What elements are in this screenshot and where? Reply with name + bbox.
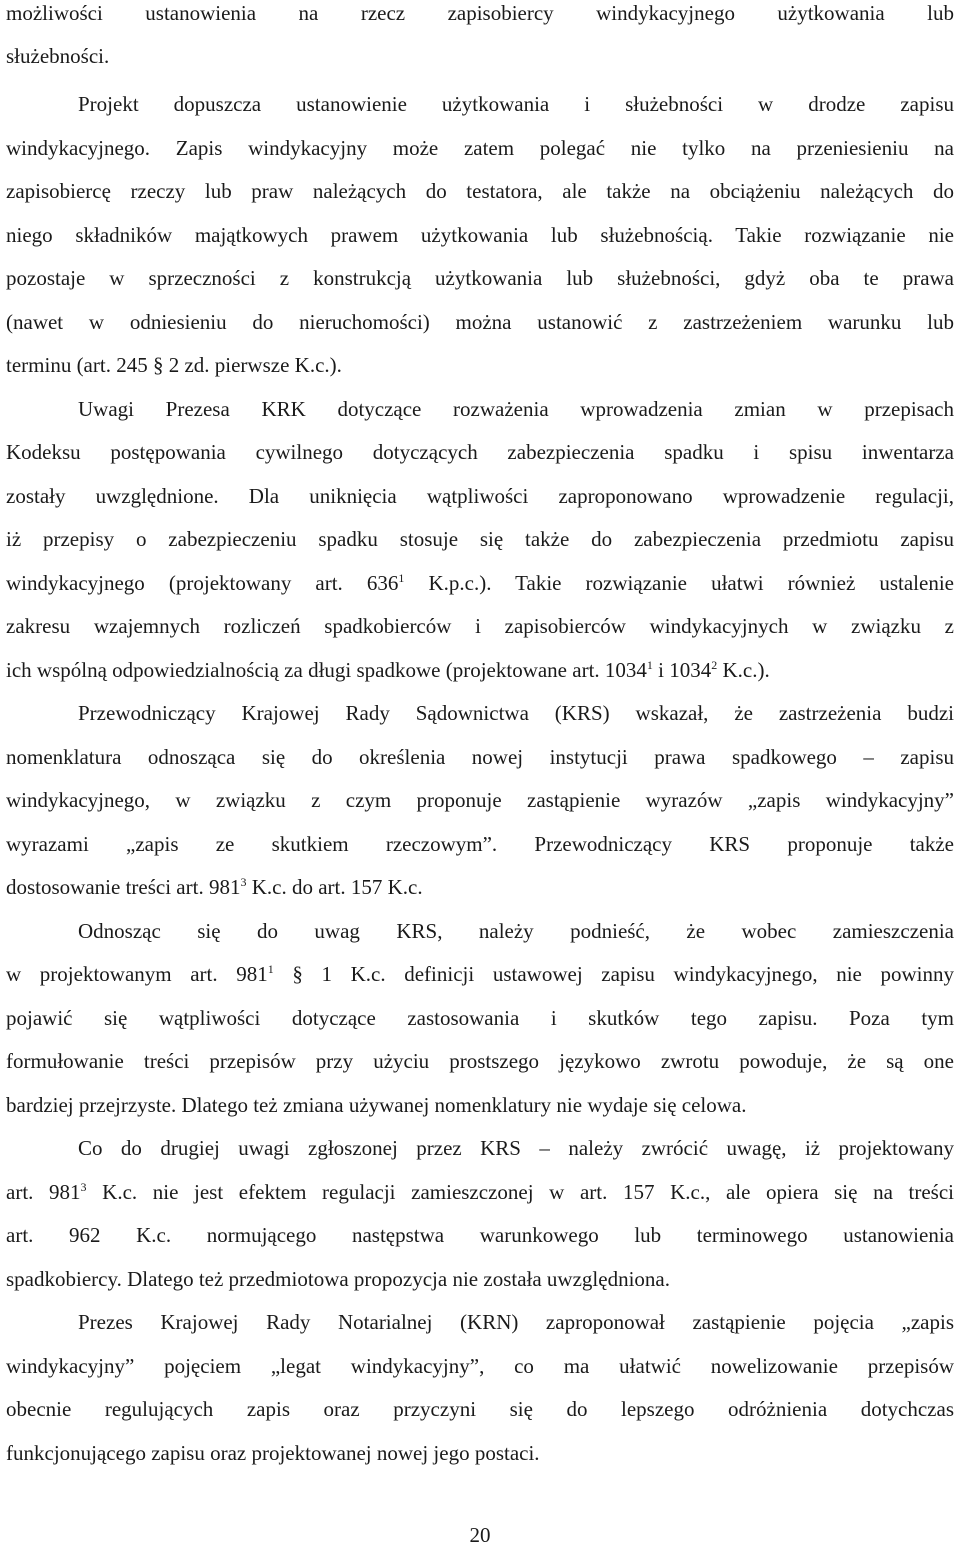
text-line: zapisobiercę rzeczy lub praw należących do testatora, ale także na obciążeniu należących do (6, 179, 954, 203)
text-line: windykacyjnego. Zapis windykacyjny może zatem polegać nie tylko na przeniesieniu na (6, 136, 954, 160)
text-line: pojawić się wątpliwości dotyczące zastosowania i skutków tego zapisu. Poza tym (6, 1006, 954, 1030)
text-line: Kodeksu postępowania cywilnego dotyczących zabezpieczenia spadku i spisu inwentarza (6, 440, 954, 464)
text-line: windykacyjny” pojęciem „legat windykacyjny”, co ma ułatwić nowelizowanie przepisów (6, 1354, 954, 1378)
text-line: art. $981^3$ K.c. nie jest efektem regulacji zamieszczonej w art. 157 K.c., ale opiera się na treści (6, 1180, 954, 1204)
text-line: windykacyjnego (projektowany art. $636^1$ K.p.c.). Takie rozwiązanie ułatwi również ustalenie (6, 571, 954, 595)
text-line: Co do drugiej uwagi zgłoszonej przez KRS – należy zwrócić uwagę, iż projektowany (78, 1136, 954, 1160)
text-line: funkcjonującego zapisu oraz projektowanej nowej jego postaci. (6, 1441, 540, 1465)
text-line: możliwości ustanowienia na rzecz zapisobiercy windykacyjnego użytkowania lub (6, 1, 954, 25)
text-line: art. 962 K.c. normującego następstwa warunkowego lub terminowego ustanowienia (6, 1223, 954, 1247)
text-line: Projekt dopuszcza ustanowienie użytkowania i służebności w drodze zapisu (78, 92, 954, 116)
text-line: nomenklatura odnosząca się do określenia nowej instytucji prawa spadkowego – zapisu (6, 745, 954, 769)
text-line: formułowanie treści przepisów przy użyciu prostszego językowo zwrotu powoduje, że są one (6, 1049, 954, 1073)
text-line: bardziej przejrzyste. Dlatego też zmiana używanej nomenklatury nie wydaje się celowa. (6, 1093, 747, 1117)
text-line: iż przepisy o zabezpieczeniu spadku stosuje się także do zabezpieczenia przedmiotu zapisu (6, 527, 954, 551)
text-line: spadkobiercy. Dlatego też przedmiotowa propozycja nie została uwzględniona. (6, 1267, 670, 1291)
text-line: zostały uwzględnione. Dla uniknięcia wątpliwości zaproponowano wprowadzenie regulacji, (6, 484, 954, 508)
text-line: Prezes Krajowej Rady Notarialnej (KRN) zaproponował zastąpienie pojęcia „zapis (78, 1310, 954, 1334)
text-line: windykacyjnego, w związku z czym proponuje zastąpienie wyrazów „zapis windykacyjny” (6, 788, 954, 812)
text-line: niego składników majątkowych prawem użytkowania lub służebnością. Takie rozwiązanie nie (6, 223, 954, 247)
text-line: ich wspólną odpowiedzialnością za długi spadkowe (projektowane art. 1034$^1$ i 1034$^2$ K.c.). (6, 658, 770, 682)
text-line: zakresu wzajemnych rozliczeń spadkobierców i zapisobierców windykacyjnych w związku z (6, 614, 954, 638)
text-line: Uwagi Prezesa KRK dotyczące rozważenia wprowadzenia zmian w przepisach (78, 397, 954, 421)
text-line: wyrazami „zapis ze skutkiem rzeczowym”. Przewodniczący KRS proponuje także (6, 832, 954, 856)
text-line: służebności. (6, 44, 110, 68)
text-line: (nawet w odniesieniu do nieruchomości) można ustanowić z zastrzeżeniem warunku lub (6, 310, 954, 334)
text-line: terminu (art. 245 § 2 zd. pierwsze K.c.). (6, 353, 342, 377)
text-line: pozostaje w sprzeczności z konstrukcją użytkowania lub służebności, gdyż oba te prawa (6, 266, 954, 290)
text-line: w projektowanym art. $981^1$ § 1 K.c. definicji ustawowej zapisu windykacyjnego, nie powinny (6, 962, 954, 986)
text-line: obecnie regulujących zapis oraz przyczyni się do lepszego odróżnienia dotychczas (6, 1397, 954, 1421)
text-line: dostosowanie treści art. $981^3$ K.c. do art. 157 K.c. (6, 875, 423, 899)
page-number: 20 (469, 1523, 491, 1547)
text-line: Przewodniczący Krajowej Rady Sądownictwa (KRS) wskazał, że zastrzeżenia budzi (78, 701, 954, 725)
text-line: Odnosząc się do uwag KRS, należy podnieść, że wobec zamieszczenia (78, 919, 954, 943)
